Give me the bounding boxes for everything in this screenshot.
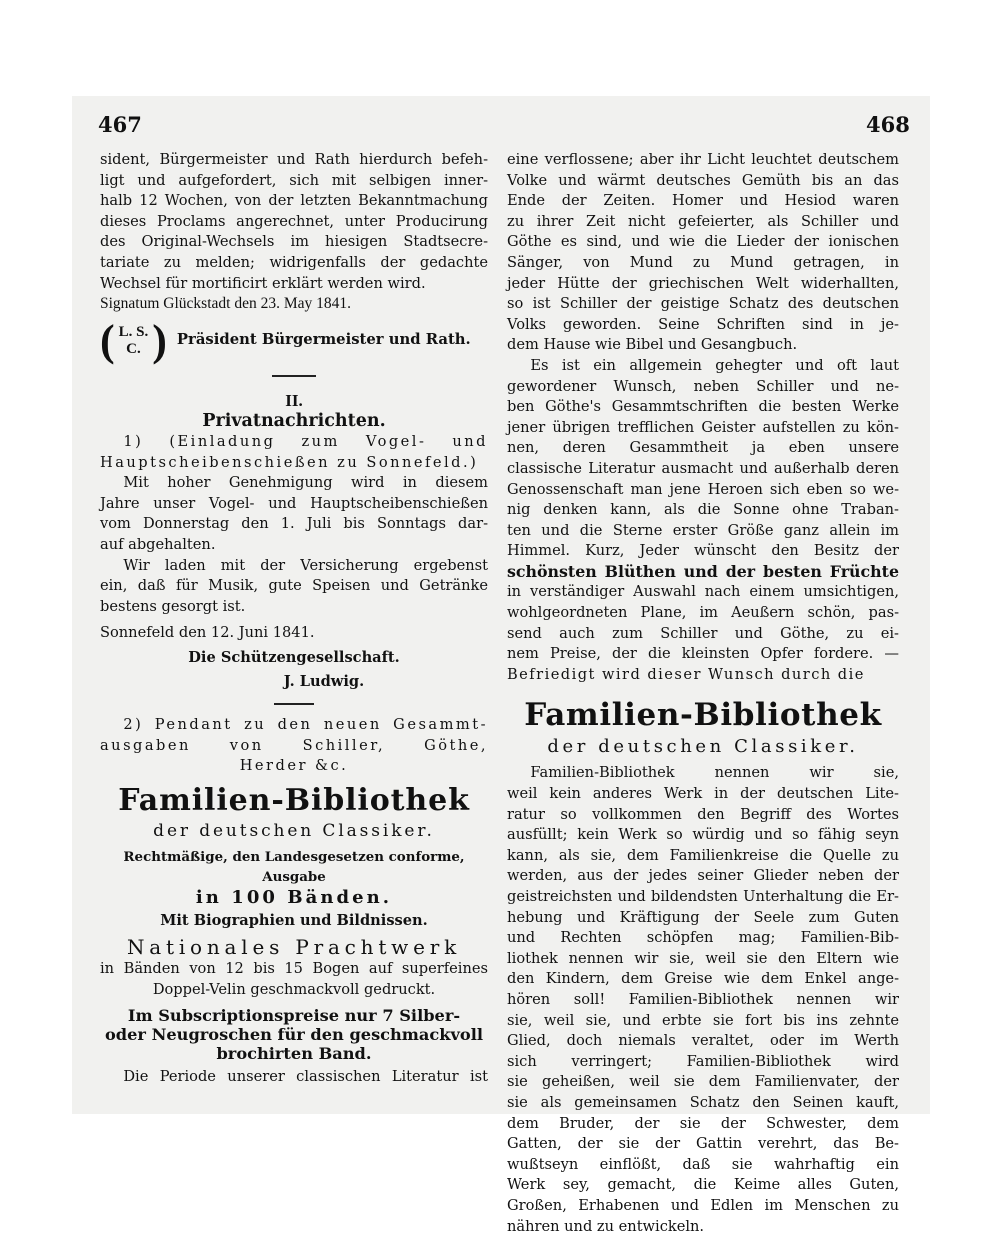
text-line: kann, als sie, dem Familienkreise die Quelle zu bbox=[507, 846, 899, 867]
seal-mark bbox=[100, 321, 167, 361]
ad-national: Nationales Prachtwerk bbox=[100, 935, 488, 959]
text-line: send auch zum Schiller und Göthe, zu ei- bbox=[507, 624, 899, 645]
text-line: ten und die Sterne erster Größe ganz allein im bbox=[507, 521, 899, 542]
text-line: sie als gemeinsamen Schatz den Seinen kauft, bbox=[507, 1093, 899, 1114]
text-line: nem Preise, der die kleinsten Opfer fordere. — bbox=[507, 644, 899, 665]
text-line: nig denken kann, als die Sonne ohne Traban- bbox=[507, 500, 899, 521]
text-line: wußtseyn einflößt, daß sie wahrhaftig ein bbox=[507, 1155, 899, 1176]
seal-open-paren: ( bbox=[100, 321, 115, 361]
text-line: Ende der Zeiten. Homer und Hesiod waren bbox=[507, 191, 899, 212]
text-line: schönsten Blüthen und der besten Früchte bbox=[507, 562, 899, 583]
text-line: brochirten Band. bbox=[100, 1044, 488, 1063]
ad-format bbox=[100, 959, 488, 1000]
seal-ls: L. S. bbox=[119, 324, 149, 341]
text-line: sie, weil sie, und erbte sie fort bis ins zehnte bbox=[507, 1011, 899, 1032]
text-line: wohlgeordneten Plane, im Aeußern schön, pas- bbox=[507, 603, 899, 624]
section-title: Privatnachrichten. bbox=[100, 411, 488, 432]
text-line: Es ist ein allgemein gehegter und oft laut bbox=[507, 356, 899, 377]
text-line: so ist Schiller der geistige Schatz des deutschen bbox=[507, 294, 899, 315]
intro-paragraph bbox=[100, 150, 488, 294]
text-line: Jahre unser Vogel- und Hauptscheibenschießen bbox=[100, 494, 488, 515]
right-title: Familien-Bibliothek bbox=[507, 695, 899, 735]
divider bbox=[274, 703, 314, 705]
text-line: auf abgehalten. bbox=[100, 535, 488, 556]
text-line: ratur so vollkommen den Begriff des Wortes bbox=[507, 805, 899, 826]
ad-price bbox=[100, 1006, 488, 1063]
text-line: eine verflossene; aber ihr Licht leuchtet deutschem bbox=[507, 150, 899, 171]
text-line: nen, deren Gesammtheit ja eben unsere bbox=[507, 438, 899, 459]
seal-c: C. bbox=[126, 341, 141, 358]
text-line: jener übrigen trefflichen Geister aufstellen zu kön- bbox=[507, 418, 899, 439]
text-line: in Bänden von 12 bis 15 Bogen auf superfeines bbox=[100, 959, 488, 980]
text-line: gewordener Wunsch, neben Schiller und ne- bbox=[507, 377, 899, 398]
text-line: Sänger, von Mund zu Mund getragen, in bbox=[507, 253, 899, 274]
text-line: in verständiger Auswahl nach einem umsichtigen, bbox=[507, 582, 899, 603]
text-line: sident, Bürgermeister und Rath hierdurch befeh- bbox=[100, 150, 488, 171]
text-line: hebung und Kräftigung der Seele zum Guten bbox=[507, 908, 899, 929]
text-line: Volks geworden. Seine Schriften sind in je- bbox=[507, 315, 899, 336]
text-line: Befriedigt wird dieser Wunsch durch die bbox=[507, 665, 899, 686]
text-line: 1) (Einladung zum Vogel- und bbox=[100, 432, 488, 453]
text-line: Mit hoher Genehmigung wird in diesem bbox=[100, 473, 488, 494]
text-line: weil kein anderes Werk in der deutschen Lite- bbox=[507, 784, 899, 805]
right-subtitle: der deutschen Classiker. bbox=[507, 735, 899, 759]
ad-volumes: in 100 Bänden. bbox=[100, 888, 488, 909]
text-line: 2) Pendant zu den neuen Gesammt- bbox=[100, 715, 488, 736]
paragraph-2 bbox=[507, 356, 899, 686]
text-line: Herder &c. bbox=[100, 756, 488, 777]
text-line: Glied, doch niemals veraltet, oder im Werth bbox=[507, 1031, 899, 1052]
text-line: Großen, Erhabenen und Edlen im Menschen zu bbox=[507, 1196, 899, 1217]
right-column bbox=[507, 150, 899, 1237]
item1-name: J. Ludwig. bbox=[100, 672, 488, 693]
text-line: dem Hause wie Bibel und Gesangbuch. bbox=[507, 335, 899, 356]
text-line: oder Neugroschen für den geschmackvoll bbox=[100, 1025, 488, 1044]
text-line: tariate zu melden; widrigenfalls der gedachte bbox=[100, 253, 488, 274]
text-line: Genossenschaft man jene Heroen sich eben so we- bbox=[507, 480, 899, 501]
text-line: und Rechten schöpfen mag; Familien-Bib- bbox=[507, 928, 899, 949]
text-line: werden, aus der jedes seiner Glieder neben der bbox=[507, 866, 899, 887]
text-line: ausfüllt; kein Werk so würdig und so fähig seyn bbox=[507, 825, 899, 846]
text-line: Göthe es sind, und wie die Lieder der ionischen bbox=[507, 232, 899, 253]
text-line: ausgaben von Schiller, Göthe, bbox=[100, 736, 488, 757]
item2-heading bbox=[100, 715, 488, 777]
text-line: Im Subscriptionspreise nur 7 Silber- bbox=[100, 1006, 488, 1025]
ad-bio: Mit Biographien und Bildnissen. bbox=[100, 911, 488, 932]
ad-title: Familien-Bibliothek bbox=[100, 783, 488, 819]
text-line: sie geheißen, weil sie dem Familienvater, der bbox=[507, 1072, 899, 1093]
text-line: den Kindern, dem Greise wie dem Enkel ange- bbox=[507, 969, 899, 990]
text-line: Wir laden mit der Versicherung ergebenst bbox=[100, 556, 488, 577]
text-line: nähren und zu entwickeln. bbox=[507, 1217, 899, 1237]
text-line: ligt und aufgefordert, sich mit selbigen inner- bbox=[100, 171, 488, 192]
text-line: sich verringert; Familien-Bibliothek wird bbox=[507, 1052, 899, 1073]
item1-paragraph bbox=[100, 473, 488, 617]
text-line: Doppel-Velin geschmackvoll gedruckt. bbox=[100, 980, 488, 1001]
text-line: Himmel. Kurz, Jeder wünscht den Besitz der bbox=[507, 541, 899, 562]
text-line: Werk sey, gemacht, die Keime alles Guten, bbox=[507, 1175, 899, 1196]
page-number-right: 468 bbox=[866, 112, 910, 137]
text-line: geistreichsten und bildendsten Unterhaltung die Er- bbox=[507, 887, 899, 908]
section-number: II. bbox=[100, 391, 488, 412]
page-number-left: 467 bbox=[98, 112, 142, 137]
text-line: hören soll! Familien-Bibliothek nennen wir bbox=[507, 990, 899, 1011]
text-line: Familien-Bibliothek nennen wir sie, bbox=[507, 763, 899, 784]
ad-legal: Rechtmäßige, den Landesgesetzen conforme, Ausgabe bbox=[100, 847, 488, 888]
text-line: bestens gesorgt ist. bbox=[100, 597, 488, 618]
text-line: dieses Proclams angerechnet, unter Producirung bbox=[100, 212, 488, 233]
paragraph-1 bbox=[507, 150, 899, 356]
ad-subtitle: der deutschen Classiker. bbox=[100, 819, 488, 843]
seal-row bbox=[100, 321, 488, 361]
text-line: Hauptscheibenschießen zu Sonnefeld.) bbox=[100, 453, 488, 474]
text-line: halb 12 Wochen, von der letzten Bekanntmachung bbox=[100, 191, 488, 212]
text-line: ein, daß für Musik, gute Speisen und Getränke bbox=[100, 576, 488, 597]
seal-text: Präsident Bürgermeister und Rath. bbox=[177, 330, 471, 351]
signature-line: Signatum Glückstadt den 23. May 1841. bbox=[100, 294, 488, 315]
text-line: Wechsel für mortificirt erklärt werden wird. bbox=[100, 274, 488, 295]
text-line: zu ihrer Zeit nicht gefeierter, als Schiller und bbox=[507, 212, 899, 233]
text-line: Volke und wärmt deutsches Gemüth bis an das bbox=[507, 171, 899, 192]
text-line: jeder Hütte der griechischen Welt widerhallten, bbox=[507, 274, 899, 295]
divider bbox=[272, 375, 316, 377]
text-line: ben Göthe's Gesammtschriften die besten Werke bbox=[507, 397, 899, 418]
text-line: vom Donnerstag den 1. Juli bis Sonntags dar- bbox=[100, 514, 488, 535]
text-line: des Original-Wechsels im hiesigen Stadtsecre- bbox=[100, 232, 488, 253]
item1-signatory: Die Schützengesellschaft. bbox=[100, 648, 488, 669]
text-line: dem Bruder, der sie der Schwester, dem bbox=[507, 1114, 899, 1135]
text-line: Gatten, der sie der Gattin verehrt, das Be- bbox=[507, 1134, 899, 1155]
text-line: classische Literatur ausmacht und außerhalb deren bbox=[507, 459, 899, 480]
item1-heading bbox=[100, 432, 488, 473]
text-line: Die Periode unserer classischen Literatur ist bbox=[100, 1067, 488, 1088]
item1-date: Sonnefeld den 12. Juni 1841. bbox=[100, 623, 488, 644]
text-line: liothek nennen wir sie, weil sie den Eltern wie bbox=[507, 949, 899, 970]
paragraph-3 bbox=[507, 763, 899, 1237]
left-column bbox=[100, 150, 488, 1088]
seal-close-paren: ) bbox=[152, 321, 167, 361]
